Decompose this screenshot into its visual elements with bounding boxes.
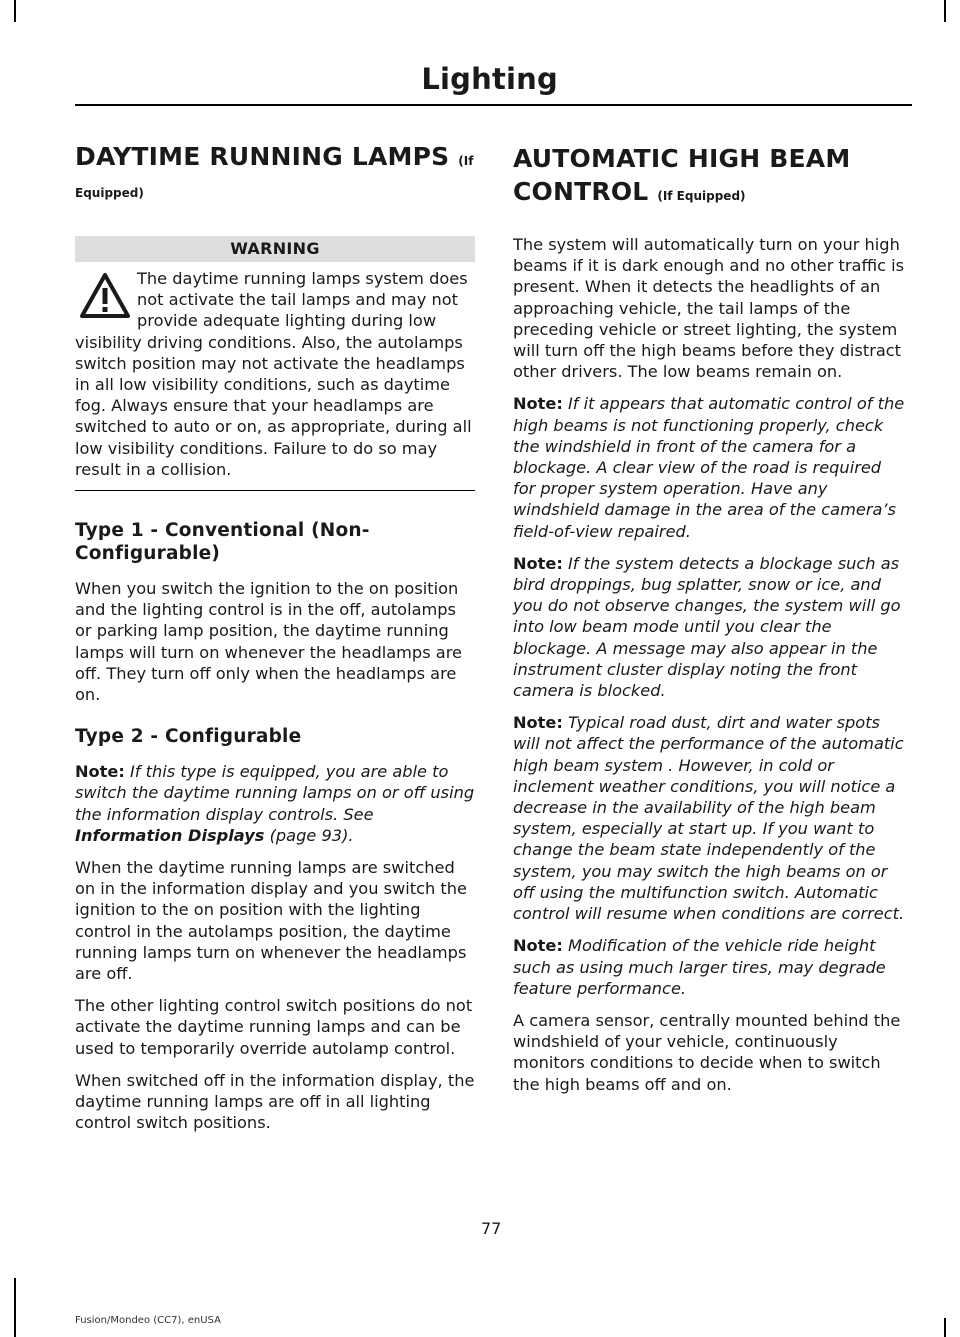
high-beam-intro: The system will automatically turn on your high beams if it is dark enough and no other traffic is present. When it detects the headlights of an approaching vehicle, the tail lamps of the preceding vehicle or street lighting, the system will turn off the high beams before they distract other drivers. The low beams remain on. <box>513 235 905 382</box>
header-divider <box>75 104 912 106</box>
high-beam-note-2: Note: If the system detects a blockage such as bird droppings, bug splatter, snow or ice, and you do not observe changes, the system will go into low beam mode until you clear the blockage. A message may also appear in the instrument cluster display noting the front camera is blocked. <box>513 553 901 701</box>
type-2-paragraph-1: When the daytime running lamps are switched on in the information display and you switch the ignition to the on position with the lighting control in the autolamps position, the daytime running lamps turn on whenever the headlamps are off. <box>75 858 467 984</box>
high-beam-note-3: Note: Typical road dust, dirt and water spots will not affect the performance of the automatic high beam system . However, in cold or inclement weather conditions, you will notice a decrease in the availability of the high beam system, especially at start up. If you want to change the beam state independently of the system, you may switch the high beams on or off using the multifunction switch. Automatic control will resume when conditions are correct. <box>513 713 905 924</box>
type-2-note: Note: If this type is equipped, you are able to switch the daytime running lamps on or off using the information display controls. See Information Displays (page 93). <box>75 762 475 845</box>
type-2-paragraph-3: When switched off in the information display, the daytime running lamps are off in all lighting control switch positions. <box>75 1070 475 1133</box>
right-column <box>513 142 908 1095</box>
type-2-paragraph-2: The other lighting control switch positions do not activate the daytime running lamps and can be used to temporarily override autolamp control. <box>75 996 473 1058</box>
crop-mark-top-left <box>14 0 16 22</box>
warning-banner: WARNING <box>75 236 475 262</box>
page-title: Lighting <box>421 62 558 96</box>
warning-text: The daytime running lamps system does not activate the tail lamps and may not provide adequate lighting during low visibility driving conditions. Also, the autolamps switch position may not activate the headlamps in all low visibility conditions, such as daytime fog. Always ensure that your headlamps are switched to auto or on, as appropriate, during all low visibility conditions. Failure to do so may result in a collision. <box>75 269 472 479</box>
type-1-paragraph: When you switch the ignition to the on position and the lighting control is in the off, autolamps or parking lamp position, the daytime running lamps will turn on whenever the headlamps are off. They turn off only when the headlamps are on. <box>75 579 462 705</box>
heading-qualifier: (If Equipped) <box>657 189 746 203</box>
crop-mark-bottom-right <box>944 1318 946 1337</box>
subheading-type-2: Type 2 - Configurable <box>75 726 302 748</box>
information-displays-link[interactable]: Information Displays <box>75 825 265 845</box>
footer-document-id: Fusion/Mondeo (CC7), enUSA <box>75 1315 221 1326</box>
heading-qualifier-continued: Equipped) <box>75 186 144 200</box>
section-heading-daytime-running-lamps: DAYTIME RUNNING LAMPS (If <box>75 142 474 171</box>
page-reference: (page 93). <box>269 825 354 845</box>
warning-triangle-icon <box>79 272 131 320</box>
crop-mark-top-right <box>944 0 946 22</box>
crop-mark-bottom-left <box>14 1278 16 1337</box>
left-column <box>75 142 475 1134</box>
note-label: Note: <box>75 762 125 782</box>
high-beam-note-4: Note: Modification of the vehicle ride height such as using much larger tires, may degrade feature performance. <box>513 936 886 998</box>
high-beam-note-1: Note: If it appears that automatic control of the high beams is not functioning properly, check the windshield in front of the camera for a blockage. A clear view of the road is required for proper system operation. Have any windshield damage in the area of the camera’s field-of-view repaired. <box>513 394 905 541</box>
high-beam-outro: A camera sensor, centrally mounted behind the windshield of your vehicle, continuously monitors conditions to decide when to switch the high beams off and on. <box>513 1010 901 1094</box>
page-number: 77 <box>481 1219 502 1238</box>
subheading-type-1: Type 1 - Conventional (Non-Configurable) <box>75 520 370 565</box>
section-heading-automatic-high-beam: AUTOMATIC HIGH BEAM CONTROL (If Equipped) <box>513 144 851 206</box>
warning-box <box>75 268 475 491</box>
heading-qualifier: (If <box>458 154 474 168</box>
